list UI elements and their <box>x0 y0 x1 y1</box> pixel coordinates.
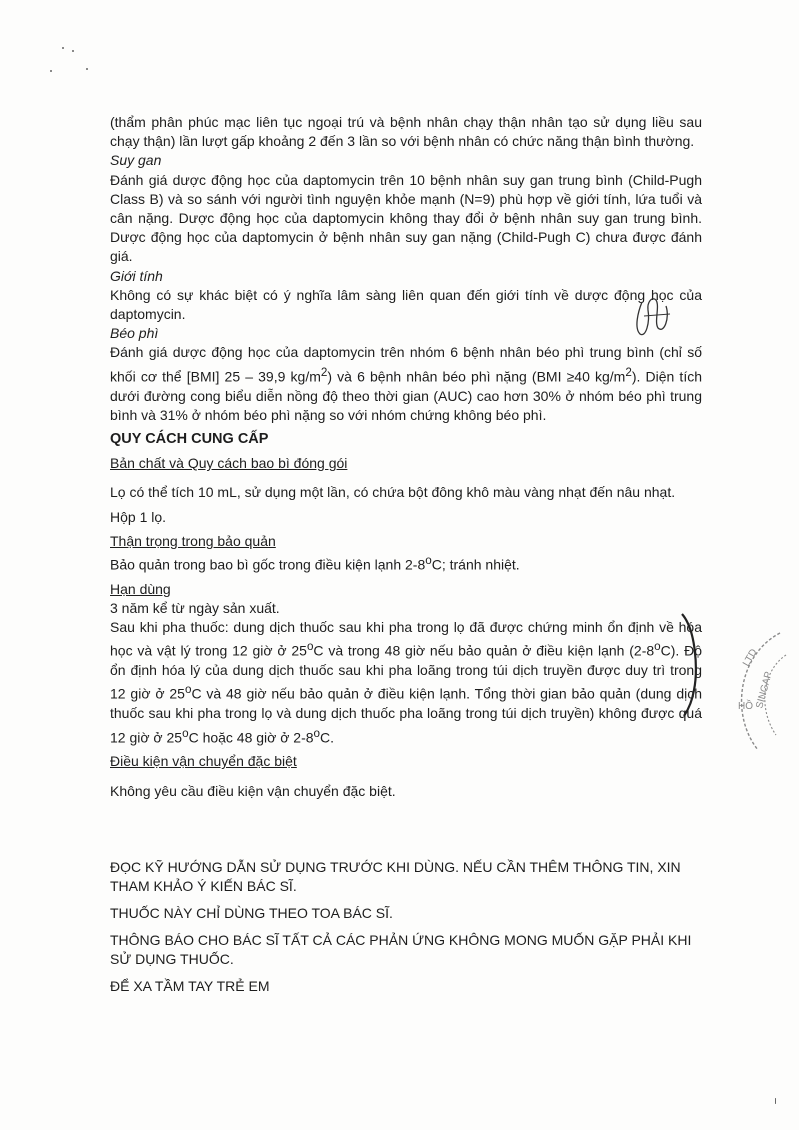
degree-mark: o <box>313 726 321 740</box>
warning-report-adverse: THÔNG BÁO CHO BÁC SĨ TẤT CẢ CÁC PHẢN ỨNG KHÔNG MONG MUỐN GẶP PHẢI KHI SỬ DỤNG THUỐC. <box>110 932 692 967</box>
stamp-text-ltd: LTD <box>741 647 760 669</box>
degree-mark: o <box>184 683 192 697</box>
after-text-b: C và trong 48 giờ nếu bảo quản ở điều kiện lạnh (2-8 <box>313 643 655 660</box>
renal-paragraph-continued: (thẩm phân phúc mạc liên tục ngoại trú và bệnh nhân chạy thận nhân tạo sử dụng liều sau chạy thận) lần lượt gấp khoảng 2 đến 3 lần so với bệnh nhân có chức năng thận bình thường. <box>110 114 702 150</box>
obesity-text-c: ). Diện tích dưới đường cong biểu diễn nồng độ theo thời gian (AUC) cao hơn 30% ở nhóm béo phì trung bình và 31% ở nhóm béo phì nặng so với nhóm chứng không béo phì. <box>110 368 702 423</box>
packaging-paragraph: Lọ có thể tích 10 mL, sử dụng một lần, có chứa bột đông khô màu vàng nhạt đến nâu nhạt. <box>110 484 676 501</box>
storage-paragraph <box>110 551 702 575</box>
after-text-d: C và 48 giờ nếu bảo quản ở điều kiện lạnh. Tổng thời gian bảo quản (dung dịch thuốc sau khi pha trong lọ và dung dịch thuốc pha loãng trong túi dịch truyền) không được quá 12 giờ ở 25 <box>110 686 703 746</box>
transport-heading: Điều kiện vận chuyển đặc biệt <box>110 753 297 770</box>
storage-text-b: C; tránh nhiệt. <box>431 556 520 573</box>
after-text-a: Sau khi pha thuốc: dung dịch thuốc sau khi pha trong lọ đã được chứng minh ổn định về hóa học và vật lý trong 12 giờ ở 25 <box>110 619 702 660</box>
obesity-text-b: ) và 6 bệnh nhân béo phì nặng (BMI ≥40 kg/m <box>327 368 626 385</box>
expiry-heading: Hạn dùng <box>110 580 171 597</box>
gender-paragraph: Không có sự khác biệt có ý nghĩa lâm sàng liên quan đến giới tính về dược động học của daptomycin. <box>110 286 702 323</box>
packaging-heading: Bản chất và Quy cách bao bì đóng gói <box>110 455 348 472</box>
degree-mark: o <box>654 640 661 654</box>
obesity-heading: Béo phì <box>110 325 159 342</box>
warnings-block <box>110 858 710 1004</box>
after-text-e: C hoặc 48 giờ ở 2-8 <box>188 729 314 746</box>
margin-bracket-icon <box>676 610 706 720</box>
signature-icon <box>620 292 690 350</box>
transport-paragraph: Không yêu cầu điều kiện vận chuyển đặc biệt. <box>110 782 396 799</box>
storage-text-a: Bảo quản trong bao bì gốc trong điều kiện lạnh 2-8 <box>110 556 426 573</box>
superscript-2: 2 <box>320 365 328 379</box>
warning-read-instructions: ĐỌC KỸ HƯỚNG DẪN SỬ DỤNG TRƯỚC KHI DÙNG. NẾU CẦN THÊM THÔNG TIN, XIN THAM KHẢO Ý KIẾN BÁC SĨ. <box>110 859 681 894</box>
supply-heading: QUY CÁCH CUNG CẤP <box>110 430 269 447</box>
stamp-icon <box>718 625 788 755</box>
expiry-paragraph: 3 năm kể từ ngày sản xuất. <box>110 599 280 616</box>
liver-heading: Suy gan <box>110 152 162 169</box>
warning-prescription-only: THUỐC NÀY CHỈ DÙNG THEO TOA BÁC SĨ. <box>110 905 393 921</box>
degree-mark: o <box>182 726 189 740</box>
stamp-text-ho: HỒ <box>738 701 753 712</box>
liver-paragraph: Đánh giá dược động học của daptomycin trên 10 bệnh nhân suy gan trung bình (Child-Pugh Class B) và so sánh với người tình nguyện khỏe mạnh (N=9) phù hợp về giới tính, lứa tuổi và cân nặng. Dược động học của daptomycin không thay đổi ở bệnh nhân suy gan trung bình. Dược động học của daptomycin ở bệnh nhân suy gan nặng (Child-Pugh C) chưa được đánh giá. <box>110 171 702 265</box>
main-text <box>110 113 702 801</box>
stamp-text-singapore: SINGAP <box>754 670 775 710</box>
after-text-f: C. <box>320 729 335 746</box>
gender-heading: Giới tính <box>110 267 163 284</box>
degree-mark: o <box>306 640 314 654</box>
after-reconstitution-paragraph <box>110 618 702 747</box>
obesity-text-a: Đánh giá dược động học của daptomycin trên nhóm 6 bệnh nhân béo phì trung bình (chỉ số khối cơ thể [BMI] 25 – 39,9 kg/m <box>110 344 702 385</box>
warning-keep-away-children: ĐỂ XA TẦM TAY TRẺ EM <box>110 978 270 994</box>
degree-mark: o <box>425 553 432 567</box>
company-stamp <box>718 625 788 755</box>
superscript-2: 2 <box>625 365 632 379</box>
obesity-paragraph <box>110 343 702 424</box>
storage-heading: Thận trọng trong bảo quản <box>110 532 276 549</box>
after-text-c: C). Độ ổn định hóa lý của dung dịch thuốc sau khi pha loãng trong túi dịch truyền được duy trì trong 12 giờ ở 25 <box>110 643 702 703</box>
box-line: Hộp 1 lọ. <box>110 508 167 525</box>
